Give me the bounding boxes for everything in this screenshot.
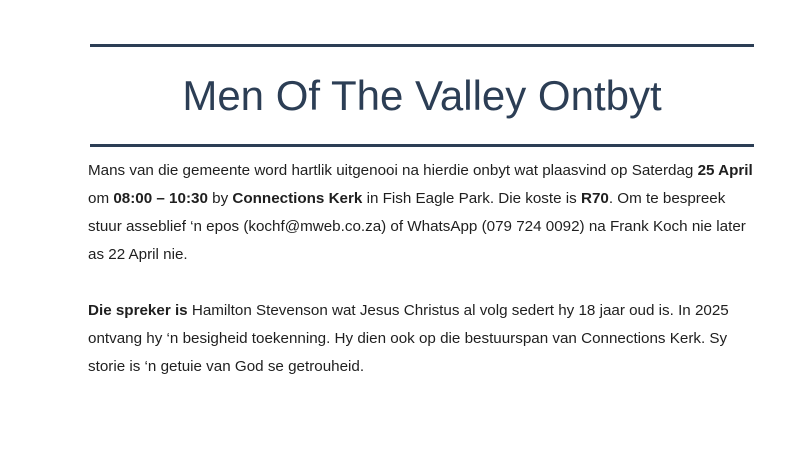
speaker-paragraph: [88, 297, 758, 381]
title-bottom-rule: [90, 144, 754, 147]
location-text: in Fish Eagle Park. Die koste is: [362, 190, 581, 207]
booking-text: . Om te bespreek stuur asseblief ‘n epos (kochf@mweb.co.za) of WhatsApp (079 724 0092) na Frank Koch nie later as 22 April nie.: [88, 190, 746, 263]
event-cost: R70: [580, 190, 609, 207]
speaker-lead: Die spreker is: [88, 302, 188, 319]
connector-text: om: [88, 190, 114, 207]
invitation-intro-text: Mans van die gemeente word hartlik uitgenooi na hierdie onbyt wat plaasvind op Saterdag: [88, 162, 698, 179]
connector-text: by: [207, 190, 233, 207]
event-time: 08:00 – 10:30: [113, 190, 208, 207]
event-date: 25 April: [697, 162, 753, 179]
body-text: [88, 157, 758, 381]
title-top-rule: [90, 44, 754, 47]
event-venue: Connections Kerk: [232, 190, 363, 207]
invitation-paragraph: [88, 157, 758, 269]
page-title: Men Of The Valley Ontbyt: [182, 72, 662, 119]
speaker-bio-text: Hamilton Stevenson wat Jesus Christus al volg sedert hy 18 jaar oud is. In 2025 ontvang hy ‘n besigheid toekenning. Hy dien ook op die bestuurspan van Connections Kerk. Sy storie is ‘n getuie van God se getrouheid.: [88, 302, 729, 375]
